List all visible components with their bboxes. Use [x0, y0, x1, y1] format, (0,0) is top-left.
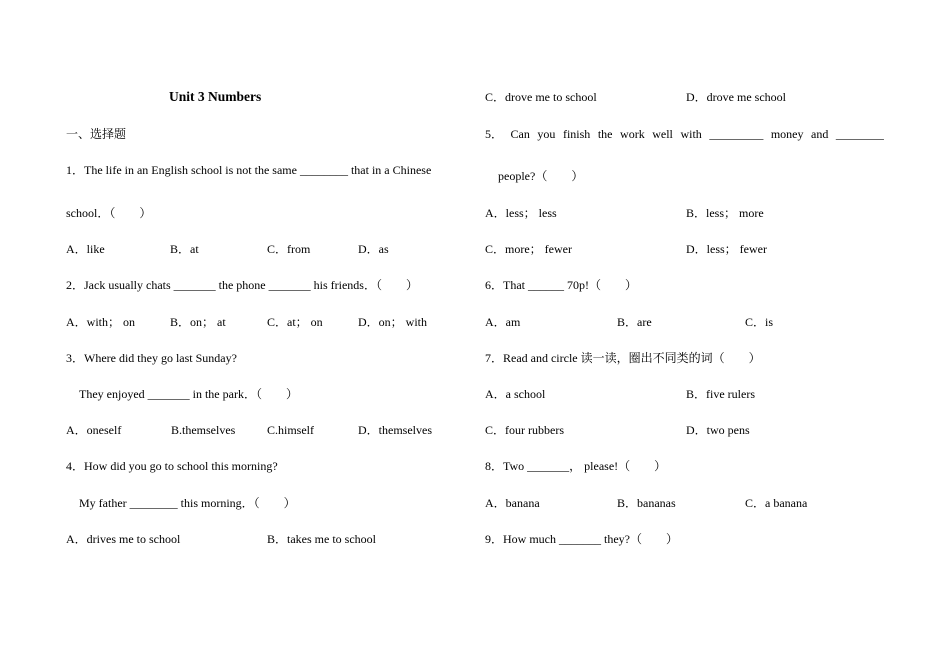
- q2-option-d: D．on； with: [358, 315, 428, 329]
- q8-option-a: A．banana: [485, 496, 540, 510]
- q5-word: Can: [510, 127, 530, 141]
- q5-word: well: [652, 127, 673, 141]
- q4-stem-line2: My father ________ this morning．（ ）: [79, 496, 296, 510]
- q4-option-d: D．drove me school: [686, 90, 786, 104]
- section-heading: 一、选择题: [66, 127, 127, 141]
- q1-option-a: A．like: [66, 242, 105, 256]
- q6-option-a: A．am: [485, 315, 521, 329]
- q4-option-c: C．drove me to school: [485, 90, 597, 104]
- q5-word: _________: [709, 127, 764, 141]
- q5-word: 5．: [485, 127, 504, 141]
- q2-option-b: B．on； at: [170, 315, 226, 329]
- q5-word: ________: [835, 127, 884, 141]
- q3-option-b: B.themselves: [171, 423, 236, 437]
- q2-option-c: C．at； on: [267, 315, 323, 329]
- q5-option-a: A．less； less: [485, 206, 557, 220]
- q2-option-a: A．with； on: [66, 315, 136, 329]
- q3-stem: 3．Where did they go last Sunday?: [66, 351, 237, 365]
- q1-stem-line2: school．（ ）: [66, 206, 152, 220]
- q5-option-b: B．less； more: [686, 206, 764, 220]
- q7-option-d: D．two pens: [686, 423, 750, 437]
- q4-option-b: B．takes me to school: [267, 532, 376, 546]
- q3-option-d: D．themselves: [358, 423, 432, 437]
- q6-option-b: B．are: [617, 315, 652, 329]
- q3-option-a: A．oneself: [66, 423, 122, 437]
- q5-word: the: [597, 127, 613, 141]
- q5-word: work: [620, 127, 645, 141]
- q5-word: money: [770, 127, 804, 141]
- q3-stem-line2: They enjoyed _______ in the park．（ ）: [79, 387, 298, 401]
- q5-word: and: [811, 127, 829, 141]
- q5-stem-line1: [485, 127, 884, 141]
- q5-option-d: D．less； fewer: [686, 242, 767, 256]
- q4-stem: 4．How did you go to school this morning?: [66, 459, 278, 473]
- q5-word: you: [537, 127, 556, 141]
- q8-stem: 8．Two _______， please!（ ）: [485, 459, 667, 473]
- q1-option-b: B．at: [170, 242, 199, 256]
- q1-option-c: C．from: [267, 242, 311, 256]
- q5-word: with: [680, 127, 702, 141]
- q3-option-c: C.himself: [267, 423, 314, 437]
- q9-stem: 9．How much _______ they?（ ）: [485, 532, 678, 546]
- q2-stem: 2．Jack usually chats _______ the phone _______ his friends．（ ）: [66, 278, 418, 292]
- q1-stem-line1: 1．The life in an English school is not the same ________ that in a Chinese: [66, 163, 432, 177]
- q8-option-c: C．a banana: [745, 496, 808, 510]
- q5-option-c: C．more； fewer: [485, 242, 572, 256]
- page-title: Unit 3 Numbers: [169, 89, 262, 104]
- q7-option-c: C．four rubbers: [485, 423, 564, 437]
- q1-option-d: D．as: [358, 242, 389, 256]
- q7-option-a: A．a school: [485, 387, 546, 401]
- q8-option-b: B．bananas: [617, 496, 676, 510]
- q6-option-c: C．is: [745, 315, 774, 329]
- q7-stem: 7．Read and circle 读一读，圈出不同类的词（ ）: [485, 351, 761, 365]
- q7-option-b: B．five rulers: [686, 387, 755, 401]
- q5-word: finish: [562, 127, 591, 141]
- q6-stem: 6．That ______ 70p!（ ）: [485, 278, 637, 292]
- q5-stem-line2: people?（ ）: [498, 169, 584, 183]
- q4-option-a: A．drives me to school: [66, 532, 181, 546]
